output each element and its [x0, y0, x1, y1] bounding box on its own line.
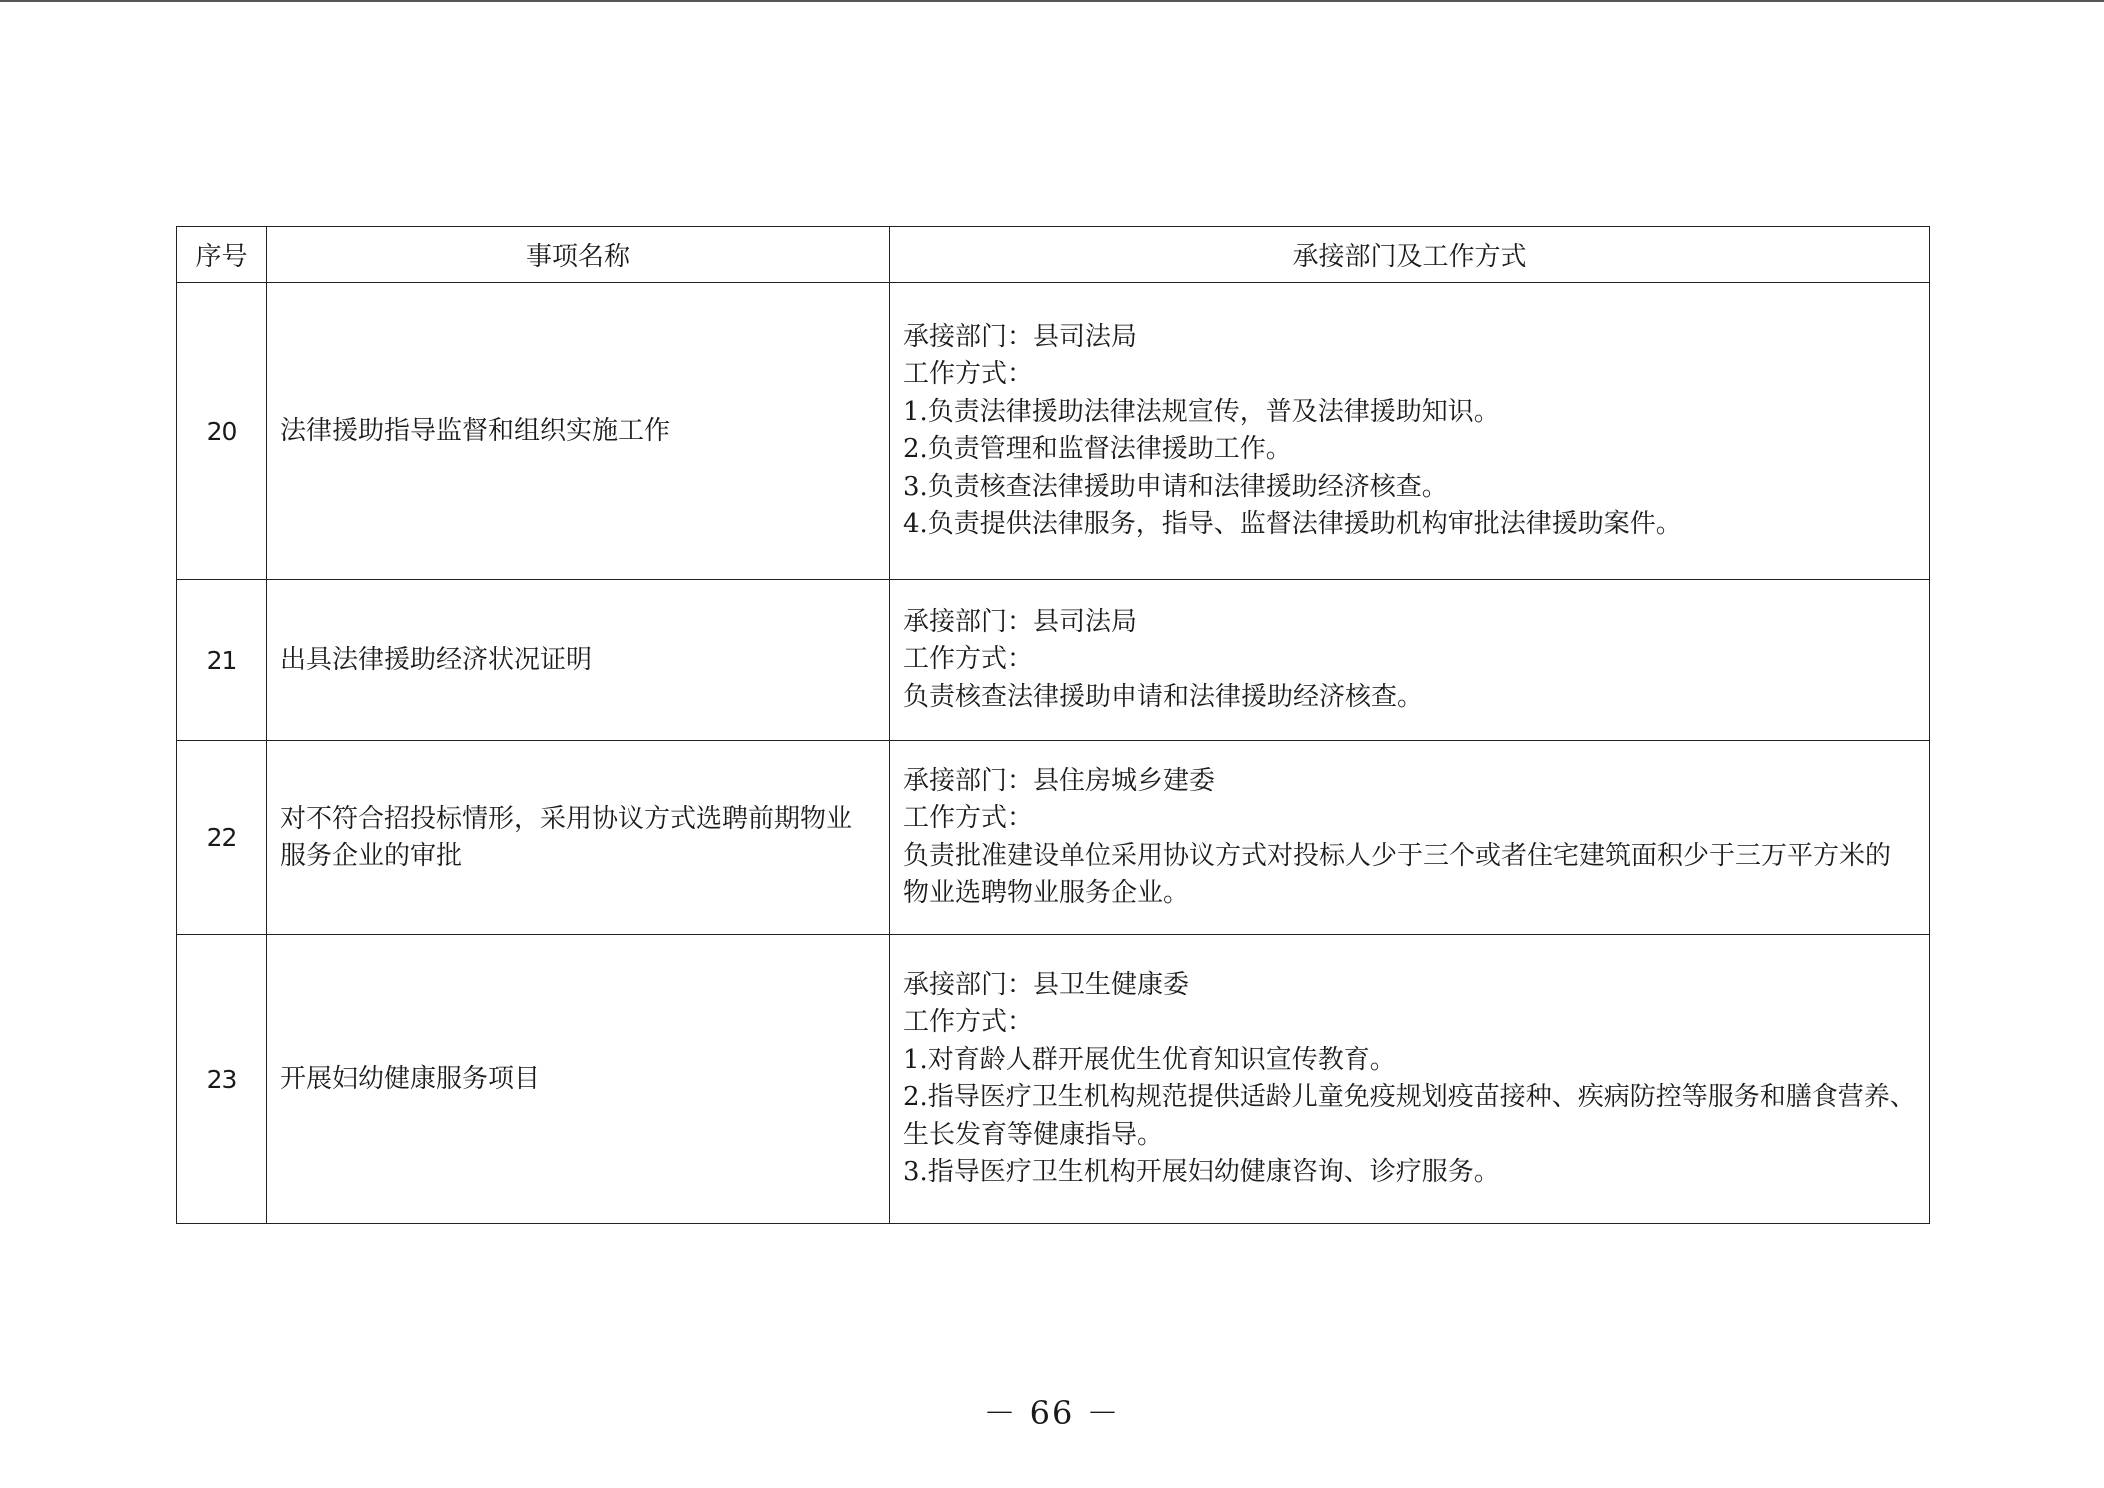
method-item: 负责核查法律援助申请和法律援助经济核查。: [903, 681, 1424, 712]
row-number: 21: [177, 580, 267, 741]
department-line: 承接部门：县司法局: [903, 606, 1138, 637]
table-row: [177, 935, 1930, 1224]
method-item: 4.负责提供法律服务，指导、监督法律援助机构审批法律援助案件。: [903, 509, 1682, 539]
department-line: 承接部门：县司法局: [903, 321, 1138, 352]
method-item: 1.负责法律援助法律法规宣传，普及法律援助知识。: [903, 396, 1500, 427]
method-item: 1.对育龄人群开展优生优育知识宣传教育。: [903, 1044, 1396, 1075]
department-and-method-cell: [890, 283, 1930, 580]
item-name: 开展妇幼健康服务项目: [267, 935, 890, 1224]
table-row: [177, 283, 1930, 580]
items-table: [176, 226, 1930, 1224]
row-number: 23: [177, 935, 267, 1224]
department-line: 承接部门：县住房城乡建委: [903, 765, 1216, 796]
top-border-rule: [0, 0, 2104, 2]
method-item: 2.指导医疗卫生机构规范提供适龄儿童免疫规划疫苗接种、疾病防控等服务和膳食营养、生长发育等健康指导。: [903, 1082, 1916, 1150]
method-label: 工作方式：: [903, 1007, 1034, 1037]
header-department-and-method: 承接部门及工作方式: [890, 227, 1930, 283]
method-label: 工作方式：: [903, 644, 1034, 675]
method-label: 工作方式：: [903, 803, 1034, 833]
item-name: 对不符合招投标情形，采用协议方式选聘前期物业服务企业的审批: [267, 741, 890, 935]
item-name: 法律援助指导监督和组织实施工作: [267, 283, 890, 580]
item-name: 出具法律援助经济状况证明: [267, 580, 890, 741]
row-number: 20: [177, 283, 267, 580]
department-and-method-cell: [890, 741, 1930, 935]
method-item: 负责批准建设单位采用协议方式对投标人少于三个或者住宅建筑面积少于三万平方米的物业选聘物业服务企业。: [903, 840, 1892, 908]
department-and-method-cell: [890, 580, 1930, 741]
method-item: 3.负责核查法律援助申请和法律援助经济核查。: [903, 471, 1448, 502]
table-header-row: [177, 227, 1930, 283]
department-and-method-cell: [890, 935, 1930, 1224]
header-serial-number: 序号: [177, 227, 267, 283]
method-item: 2.负责管理和监督法律援助工作。: [903, 434, 1292, 464]
header-item-name: 事项名称: [267, 227, 890, 283]
department-line: 承接部门：县卫生健康委: [903, 969, 1190, 1000]
method-item: 3.指导医疗卫生机构开展妇幼健康咨询、诊疗服务。: [903, 1157, 1500, 1187]
table-row: [177, 580, 1930, 741]
row-number: 22: [177, 741, 267, 935]
method-label: 工作方式：: [903, 359, 1034, 389]
table-row: [177, 741, 1930, 935]
page-number: － 66 －: [983, 1394, 1121, 1432]
